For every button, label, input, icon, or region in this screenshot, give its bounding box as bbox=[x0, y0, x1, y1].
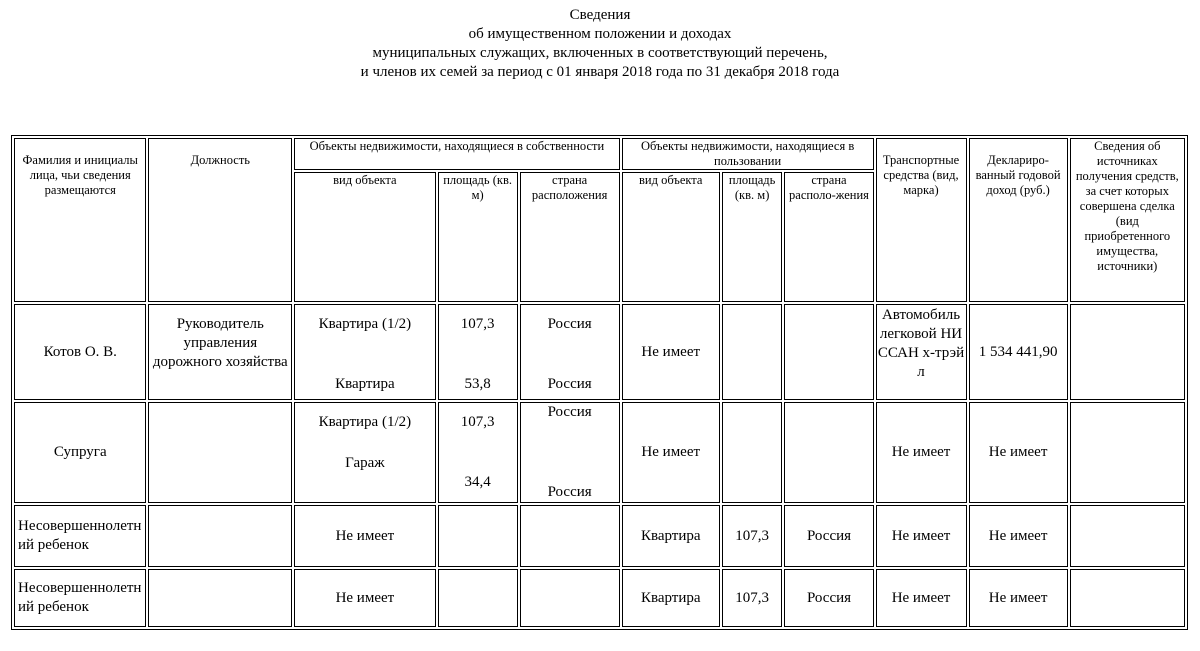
header-owned-group: Объекты недвижимости, находящиеся в собственности bbox=[294, 138, 620, 170]
row-owned-area bbox=[438, 402, 518, 503]
row-sources bbox=[1070, 569, 1185, 627]
row-used-country: Россия bbox=[784, 505, 873, 567]
row-position bbox=[148, 402, 292, 503]
header-owned-country: страна расположения bbox=[520, 172, 620, 302]
row-owned-type: Не имеет bbox=[294, 569, 436, 627]
row-used-country bbox=[784, 304, 873, 400]
header-used-area: площадь (кв. м) bbox=[722, 172, 783, 302]
header-owned-type: вид объекта bbox=[294, 172, 436, 302]
header-position: Должность bbox=[148, 138, 292, 302]
row-used-type: Квартира bbox=[622, 569, 720, 627]
owned-type-1: Квартира (1/2) bbox=[318, 414, 412, 430]
row-owned-type: Не имеет bbox=[294, 505, 436, 567]
owned-country-2: Россия bbox=[547, 376, 592, 392]
owned-country-1: Россия bbox=[547, 316, 592, 332]
owned-area-1: 107,3 bbox=[460, 316, 495, 332]
row-fio: Несовершеннолетний ребенок bbox=[14, 505, 146, 567]
row-fio: Несовершеннолетний ребенок bbox=[14, 569, 146, 627]
row-fio: Котов О. В. bbox=[14, 304, 146, 400]
row-owned-area bbox=[438, 569, 518, 627]
row-owned-area bbox=[438, 505, 518, 567]
row-transport: Не имеет bbox=[876, 505, 967, 567]
owned-country-1: Россия bbox=[547, 404, 592, 420]
row-owned-country bbox=[520, 402, 620, 503]
owned-area-2: 53,8 bbox=[464, 376, 491, 392]
table-row bbox=[14, 505, 1185, 567]
row-used-area bbox=[722, 402, 783, 503]
owned-area-2: 34,4 bbox=[464, 474, 491, 490]
owned-country-2: Россия bbox=[547, 484, 592, 500]
row-used-country: Россия bbox=[784, 569, 873, 627]
row-transport: Не имеет bbox=[876, 569, 967, 627]
row-used-type: Не имеет bbox=[622, 304, 720, 400]
header-sources: Сведения об источниках получения средств, за счет которых совершена сделка (вид приобретенного имущества, источники) bbox=[1070, 138, 1185, 302]
row-used-area bbox=[722, 304, 783, 400]
document-title bbox=[0, 6, 1200, 82]
row-sources bbox=[1070, 304, 1185, 400]
table-row bbox=[14, 569, 1185, 627]
table-row bbox=[14, 402, 1185, 503]
row-owned-country bbox=[520, 505, 620, 567]
header-row-1 bbox=[14, 138, 1185, 170]
header-income: Деклариро-ванный годовой доход (руб.) bbox=[969, 138, 1068, 302]
row-used-type: Квартира bbox=[622, 505, 720, 567]
row-owned-country bbox=[520, 304, 620, 400]
title-line-1: Сведения bbox=[569, 7, 631, 23]
row-used-country bbox=[784, 402, 873, 503]
row-used-area: 107,3 bbox=[722, 505, 783, 567]
row-sources bbox=[1070, 402, 1185, 503]
row-income: 1 534 441,90 bbox=[969, 304, 1068, 400]
row-income: Не имеет bbox=[969, 402, 1068, 503]
table-row bbox=[14, 304, 1185, 400]
row-transport: Не имеет bbox=[876, 402, 967, 503]
row-used-type: Не имеет bbox=[622, 402, 720, 503]
owned-type-2: Квартира bbox=[335, 376, 395, 392]
title-line-2: об имущественном положении и доходах bbox=[468, 26, 732, 42]
header-owned-area: площадь (кв. м) bbox=[438, 172, 518, 302]
row-income: Не имеет bbox=[969, 569, 1068, 627]
row-position bbox=[148, 569, 292, 627]
header-used-type: вид объекта bbox=[622, 172, 720, 302]
header-used-group: Объекты недвижимости, находящиеся в пользовании bbox=[622, 138, 874, 170]
row-transport: Автомобиль легковой НИССАН х-трэйл bbox=[876, 304, 967, 400]
owned-type-1: Квартира (1/2) bbox=[318, 316, 412, 332]
row-income: Не имеет bbox=[969, 505, 1068, 567]
row-position bbox=[148, 505, 292, 567]
row-owned-area bbox=[438, 304, 518, 400]
row-position: Руководитель управления дорожного хозяйства bbox=[148, 304, 292, 400]
title-line-3: муниципальных служащих, включенных в соответствующий перечень, bbox=[372, 45, 828, 61]
declaration-table bbox=[11, 135, 1188, 630]
row-sources bbox=[1070, 505, 1185, 567]
header-transport: Транспортные средства (вид, марка) bbox=[876, 138, 967, 302]
row-used-area: 107,3 bbox=[722, 569, 783, 627]
header-fio: Фамилия и инициалы лица, чьи сведения размещаются bbox=[14, 138, 146, 302]
title-line-4: и членов их семей за период с 01 января 2018 года по 31 декабря 2018 года bbox=[360, 64, 840, 80]
owned-area-1: 107,3 bbox=[460, 414, 495, 430]
header-used-country: страна располо-жения bbox=[784, 172, 873, 302]
row-owned-type bbox=[294, 402, 436, 503]
row-fio: Супруга bbox=[14, 402, 146, 503]
owned-type-2: Гараж bbox=[345, 455, 385, 471]
row-owned-country bbox=[520, 569, 620, 627]
row-owned-type bbox=[294, 304, 436, 400]
